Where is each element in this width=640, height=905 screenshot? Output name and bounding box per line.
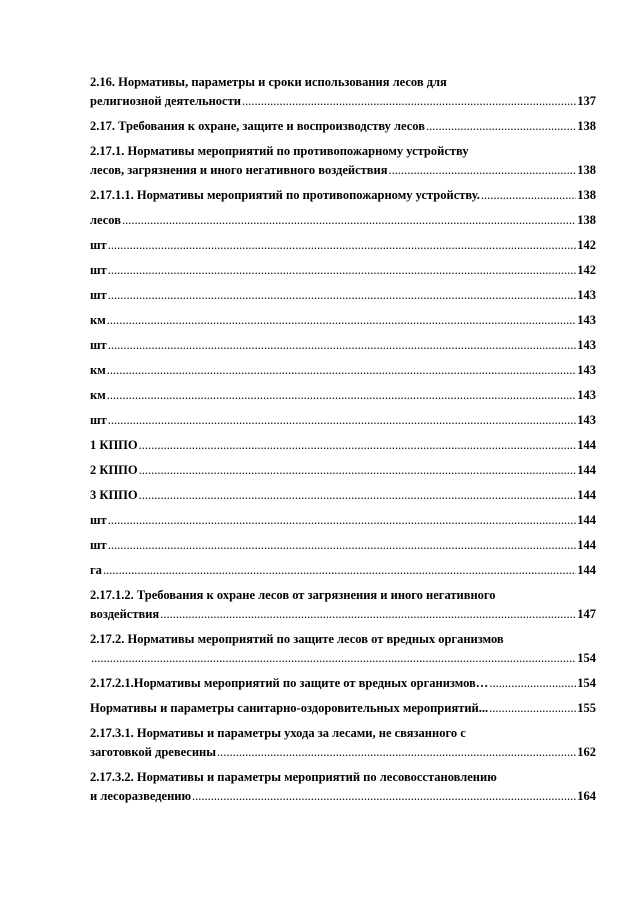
toc-entry[interactable] (90, 211, 596, 230)
toc-entry-title: шт (90, 238, 107, 252)
toc-page-number: 138 (577, 188, 596, 202)
toc-page-number: 144 (577, 463, 596, 477)
toc-page-number: 142 (577, 263, 596, 277)
toc-page-number: 143 (577, 313, 596, 327)
toc-entry-title: 3 КППО (90, 488, 138, 502)
dot-leader (192, 787, 576, 806)
toc-entry-title: км (90, 388, 106, 402)
toc-page-number: 142 (577, 238, 596, 252)
dot-leader (107, 386, 577, 405)
toc-entry[interactable] (90, 461, 596, 480)
toc-entry[interactable] (90, 436, 596, 455)
toc-page-number: 143 (577, 338, 596, 352)
toc-page-number: 144 (577, 438, 596, 452)
dot-leader (139, 486, 577, 505)
dot-leader (108, 411, 577, 430)
toc-entry[interactable] (90, 73, 596, 111)
dot-leader (122, 211, 576, 230)
toc-entry[interactable] (90, 386, 596, 405)
toc-page-number: 162 (577, 745, 596, 759)
toc-entry-title: шт (90, 288, 107, 302)
toc-entry[interactable] (90, 361, 596, 380)
dot-leader (107, 361, 577, 380)
toc-entry-title: шт (90, 538, 107, 552)
dot-leader (489, 699, 576, 718)
toc-page-number: 144 (577, 513, 596, 527)
dot-leader (108, 536, 577, 555)
toc-page-number: 144 (577, 488, 596, 502)
toc-page-number: 164 (577, 789, 596, 803)
toc-entry-title-line1: 2.17.3.2. Нормативы и параметры мероприятий по лесовосстановлению (90, 770, 497, 784)
toc-page-number: 147 (577, 607, 596, 621)
toc-entry-title: Нормативы и параметры санитарно-оздоровительных мероприятий... (90, 701, 489, 715)
dot-leader (91, 649, 576, 668)
toc-page-number: 143 (577, 363, 596, 377)
dot-leader (108, 336, 577, 355)
toc-entry-title: 2 КППО (90, 463, 138, 477)
dot-leader (426, 117, 576, 136)
dot-leader (108, 286, 577, 305)
toc-entry-title: 1 КППО (90, 438, 138, 452)
toc-entry-title: га (90, 563, 102, 577)
toc-entry-title-line1: 2.17.1. Нормативы мероприятий по противопожарному устройству (90, 144, 469, 158)
toc-entry-title: км (90, 363, 106, 377)
toc-entry[interactable] (90, 117, 596, 136)
toc-entry[interactable] (90, 630, 596, 668)
toc-page-number: 155 (577, 701, 596, 715)
toc-page-number: 144 (577, 538, 596, 552)
toc-entry-title-line1: 2.17.2. Нормативы мероприятий по защите лесов от вредных организмов (90, 632, 504, 646)
toc-entry-title: лесов, загрязнения и иного негативного воздействия (90, 163, 388, 177)
toc-page-number: 138 (577, 163, 596, 177)
toc-entry[interactable] (90, 536, 596, 555)
toc-page-number: 143 (577, 388, 596, 402)
toc-entry[interactable] (90, 286, 596, 305)
toc-entry[interactable] (90, 768, 596, 806)
toc-entry-title-line1: 2.17.1.2. Требования к охране лесов от загрязнения и иного негативного (90, 588, 496, 602)
toc-page-number: 143 (577, 288, 596, 302)
dot-leader (108, 236, 577, 255)
dot-leader (139, 461, 577, 480)
table-of-contents (90, 73, 596, 812)
toc-entry[interactable] (90, 561, 596, 580)
dot-leader (489, 674, 576, 693)
toc-entry-title: 2.17. Требования к охране, защите и воспроизводству лесов (90, 119, 425, 133)
toc-entry-title: 2.17.2.1.Нормативы мероприятий по защите от вредных организмов… (90, 676, 489, 690)
toc-entry-title: воздействия (90, 607, 160, 621)
toc-page-number: 154 (577, 651, 596, 665)
toc-entry[interactable] (90, 724, 596, 762)
toc-entry[interactable] (90, 311, 596, 330)
dot-leader (160, 605, 576, 624)
toc-entry[interactable] (90, 586, 596, 624)
dot-leader (108, 261, 577, 280)
dot-leader (107, 311, 577, 330)
toc-entry[interactable] (90, 411, 596, 430)
toc-entry-title: и лесоразведению (90, 789, 192, 803)
dot-leader (388, 161, 576, 180)
toc-entry[interactable] (90, 699, 596, 718)
toc-page-number: 138 (577, 213, 596, 227)
toc-entry-title: лесов (90, 213, 121, 227)
toc-entry[interactable] (90, 261, 596, 280)
toc-page-number: 137 (577, 94, 596, 108)
toc-entry[interactable] (90, 486, 596, 505)
dot-leader (139, 436, 577, 455)
toc-entry[interactable] (90, 236, 596, 255)
toc-page-number: 144 (577, 563, 596, 577)
dot-leader (217, 743, 576, 762)
toc-entry-title: заготовкой древесины (90, 745, 216, 759)
toc-page-number: 138 (577, 119, 596, 133)
toc-entry-title-line1: 2.16. Нормативы, параметры и сроки использования лесов для (90, 75, 447, 89)
toc-entry-title: шт (90, 513, 107, 527)
toc-page-number: 143 (577, 413, 596, 427)
toc-entry[interactable] (90, 511, 596, 530)
toc-entry[interactable] (90, 186, 596, 205)
dot-leader (242, 92, 576, 111)
dot-leader (108, 511, 577, 530)
toc-entry-title: шт (90, 263, 107, 277)
toc-entry-title: 2.17.1.1. Нормативы мероприятий по противопожарному устройству. (90, 188, 480, 202)
toc-entry-title: шт (90, 413, 107, 427)
toc-entry[interactable] (90, 142, 596, 180)
dot-leader (481, 186, 576, 205)
toc-entry-title: шт (90, 338, 107, 352)
toc-entry-title-line1: 2.17.3.1. Нормативы и параметры ухода за лесами, не связанного с (90, 726, 466, 740)
toc-entry-title: км (90, 313, 106, 327)
toc-entry-title: религиозной деятельности (90, 94, 241, 108)
dot-leader (103, 561, 576, 580)
toc-entry[interactable] (90, 674, 596, 693)
toc-entry[interactable] (90, 336, 596, 355)
toc-page-number: 154 (577, 676, 596, 690)
